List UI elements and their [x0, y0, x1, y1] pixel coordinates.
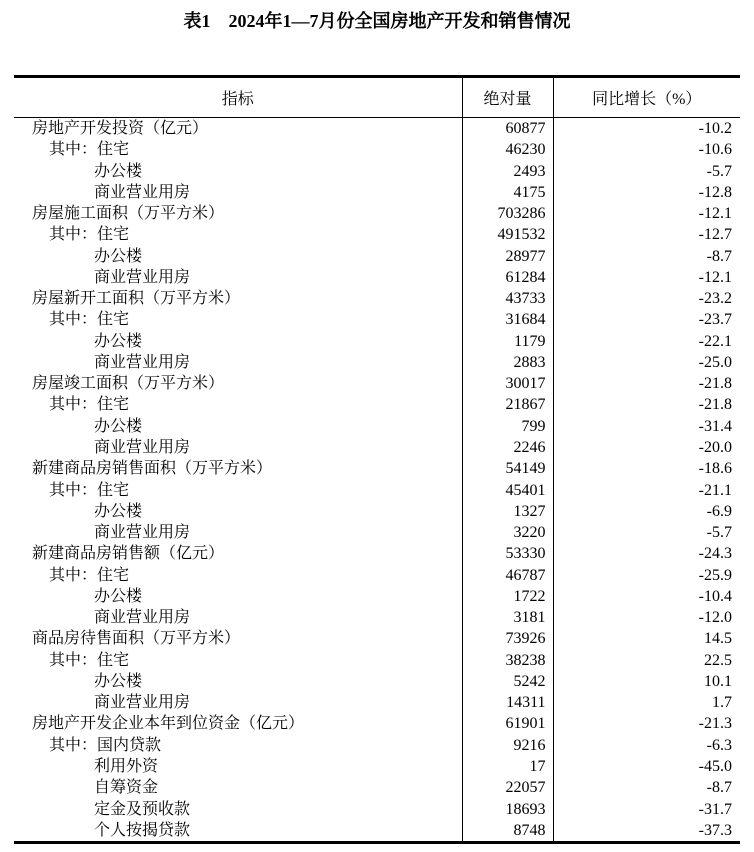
indicator-cell: 其中：住宅 [49, 396, 130, 414]
table-row [14, 288, 740, 309]
table-row [14, 628, 740, 649]
absolute-cell: 60877 [462, 118, 553, 140]
yoy-cell: 10.1 [553, 671, 740, 692]
indicator-cell: 其中：住宅 [49, 566, 130, 584]
yoy-cell: -12.1 [553, 203, 740, 224]
indicator-cell: 商品房待售面积（万平方米） [32, 630, 241, 648]
indicator-cell: 新建商品房销售面积（万平方米） [32, 460, 273, 478]
absolute-cell: 46787 [462, 565, 553, 586]
absolute-cell: 53330 [462, 543, 553, 564]
absolute-cell: 38238 [462, 650, 553, 671]
absolute-cell: 46230 [462, 139, 553, 160]
yoy-cell: 22.5 [553, 650, 740, 671]
table-row [14, 309, 740, 330]
indicator-cell: 新建商品房销售额（亿元） [32, 545, 225, 563]
absolute-cell: 799 [462, 416, 553, 437]
table-row [14, 756, 740, 777]
absolute-cell: 73926 [462, 628, 553, 649]
absolute-cell: 2493 [462, 161, 553, 182]
yoy-cell: -6.3 [553, 735, 740, 756]
yoy-cell: -25.9 [553, 565, 740, 586]
table-row [14, 246, 740, 267]
indicator-cell: 其中：住宅 [49, 226, 130, 244]
header-row [14, 77, 740, 118]
indicator-cell: 个人按揭贷款 [94, 821, 191, 839]
indicator-cell: 商业营业用房 [94, 524, 191, 542]
yoy-cell: -21.3 [553, 713, 740, 734]
table-row [14, 331, 740, 352]
table-row [14, 820, 740, 843]
table-row [14, 735, 740, 756]
table-row [14, 267, 740, 288]
table-row [14, 713, 740, 734]
yoy-cell: -21.8 [553, 394, 740, 415]
indicator-cell: 商业营业用房 [94, 609, 191, 627]
table-row [14, 373, 740, 394]
absolute-cell: 31684 [462, 309, 553, 330]
absolute-cell: 54149 [462, 458, 553, 479]
table-row [14, 522, 740, 543]
table-row [14, 799, 740, 820]
table-row [14, 607, 740, 628]
indicator-cell: 利用外资 [94, 757, 159, 775]
absolute-cell: 61284 [462, 267, 553, 288]
table-row [14, 203, 740, 224]
absolute-cell: 30017 [462, 373, 553, 394]
yoy-cell: -23.2 [553, 288, 740, 309]
table-row [14, 118, 740, 140]
yoy-cell: -18.6 [553, 458, 740, 479]
header-yoy: 同比增长（%） [553, 77, 740, 118]
yoy-cell: -25.0 [553, 352, 740, 373]
indicator-cell: 办公楼 [94, 672, 143, 690]
indicator-cell: 其中：住宅 [49, 141, 130, 159]
indicator-cell: 其中：住宅 [49, 481, 130, 499]
table-row [14, 777, 740, 798]
table-row [14, 458, 740, 479]
indicator-cell: 商业营业用房 [94, 183, 191, 201]
absolute-cell: 1179 [462, 331, 553, 352]
indicator-cell: 办公楼 [94, 587, 143, 605]
table-title: 表1 2024年1—7月份全国房地产开发和销售情况 [183, 11, 571, 31]
yoy-cell: -21.8 [553, 373, 740, 394]
yoy-cell: -22.1 [553, 331, 740, 352]
table-row [14, 480, 740, 501]
absolute-cell: 3220 [462, 522, 553, 543]
yoy-cell: -5.7 [553, 161, 740, 182]
table-row [14, 161, 740, 182]
yoy-cell: 1.7 [553, 692, 740, 713]
header-indicator: 指标 [14, 77, 462, 118]
table-row [14, 352, 740, 373]
indicator-cell: 其中：住宅 [49, 651, 130, 669]
yoy-cell: -10.6 [553, 139, 740, 160]
yoy-cell: -23.7 [553, 309, 740, 330]
indicator-cell: 商业营业用房 [94, 268, 191, 286]
table-body [14, 118, 740, 843]
table-row [14, 416, 740, 437]
yoy-cell: -10.4 [553, 586, 740, 607]
indicator-cell: 房屋竣工面积（万平方米） [32, 375, 225, 393]
indicator-cell: 办公楼 [94, 247, 143, 265]
absolute-cell: 17 [462, 756, 553, 777]
table-row [14, 692, 740, 713]
indicator-cell: 房地产开发投资（亿元） [32, 120, 209, 137]
yoy-cell: -20.0 [553, 437, 740, 458]
indicator-cell: 定金及预收款 [94, 800, 191, 818]
absolute-cell: 3181 [462, 607, 553, 628]
indicator-cell: 其中：住宅 [49, 311, 130, 329]
absolute-cell: 61901 [462, 713, 553, 734]
absolute-cell: 21867 [462, 394, 553, 415]
absolute-cell: 2883 [462, 352, 553, 373]
yoy-cell: -5.7 [553, 522, 740, 543]
indicator-cell: 房地产开发企业本年到位资金（亿元） [32, 715, 305, 733]
table-row [14, 543, 740, 564]
yoy-cell: -31.4 [553, 416, 740, 437]
absolute-cell: 43733 [462, 288, 553, 309]
absolute-cell: 4175 [462, 182, 553, 203]
indicator-cell: 房屋新开工面积（万平方米） [32, 290, 241, 308]
indicator-cell: 办公楼 [94, 502, 143, 520]
absolute-cell: 5242 [462, 671, 553, 692]
yoy-cell: -31.7 [553, 799, 740, 820]
yoy-cell: -45.0 [553, 756, 740, 777]
absolute-cell: 18693 [462, 799, 553, 820]
yoy-cell: -12.1 [553, 267, 740, 288]
absolute-cell: 14311 [462, 692, 553, 713]
stats-table [14, 75, 740, 844]
table-row [14, 182, 740, 203]
indicator-cell: 办公楼 [94, 162, 143, 180]
yoy-cell: 14.5 [553, 628, 740, 649]
yoy-cell: -8.7 [553, 246, 740, 267]
table-row [14, 394, 740, 415]
indicator-cell: 办公楼 [94, 417, 143, 435]
yoy-cell: -37.3 [553, 820, 740, 843]
header-absolute: 绝对量 [462, 77, 553, 118]
absolute-cell: 1327 [462, 501, 553, 522]
indicator-cell: 办公楼 [94, 332, 143, 350]
yoy-cell: -12.7 [553, 224, 740, 245]
indicator-cell: 商业营业用房 [94, 438, 191, 456]
absolute-cell: 22057 [462, 777, 553, 798]
table-row [14, 586, 740, 607]
absolute-cell: 491532 [462, 224, 553, 245]
table-row [14, 437, 740, 458]
table-row [14, 501, 740, 522]
absolute-cell: 1722 [462, 586, 553, 607]
absolute-cell: 45401 [462, 480, 553, 501]
yoy-cell: -12.8 [553, 182, 740, 203]
absolute-cell: 2246 [462, 437, 553, 458]
yoy-cell: -8.7 [553, 777, 740, 798]
yoy-cell: -6.9 [553, 501, 740, 522]
table-row [14, 565, 740, 586]
indicator-cell: 商业营业用房 [94, 694, 191, 712]
table-row [14, 671, 740, 692]
table-row [14, 224, 740, 245]
yoy-cell: -12.0 [553, 607, 740, 628]
yoy-cell: -24.3 [553, 543, 740, 564]
absolute-cell: 9216 [462, 735, 553, 756]
absolute-cell: 28977 [462, 246, 553, 267]
absolute-cell: 703286 [462, 203, 553, 224]
indicator-cell: 其中：国内贷款 [49, 736, 162, 754]
absolute-cell: 8748 [462, 820, 553, 843]
yoy-cell: -10.2 [553, 118, 740, 140]
table-row [14, 139, 740, 160]
yoy-cell: -21.1 [553, 480, 740, 501]
indicator-cell: 房屋施工面积（万平方米） [32, 205, 225, 223]
indicator-cell: 商业营业用房 [94, 353, 191, 371]
table-row [14, 650, 740, 671]
indicator-cell: 自筹资金 [94, 779, 159, 797]
